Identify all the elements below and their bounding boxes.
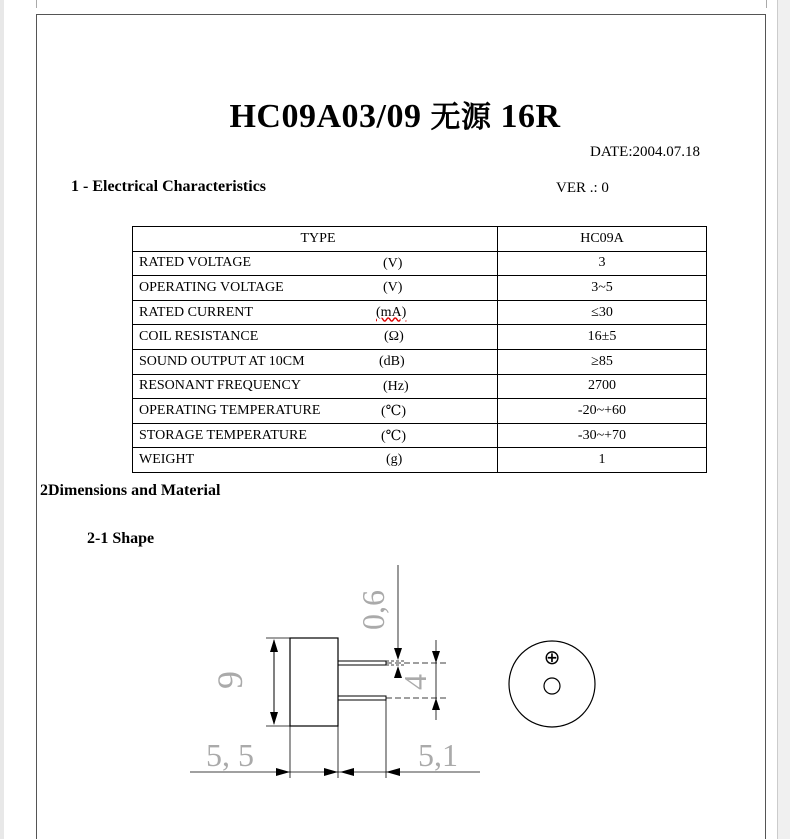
param-value: ≥85: [498, 349, 707, 374]
table-row: [133, 448, 707, 473]
table-row: [133, 374, 707, 399]
dim-body-length-label: 5, 5: [206, 737, 254, 773]
param-unit: (Hz): [383, 378, 409, 394]
title-latin: HC09A03/09: [229, 98, 422, 135]
title-suffix: 16R: [500, 98, 561, 135]
param-unit: (g): [386, 452, 403, 468]
dim-height-label: 9: [210, 671, 250, 689]
section-2-1-heading: 2-1 Shape: [87, 530, 155, 547]
param-unit: (V): [383, 255, 403, 271]
dim-arrow: [394, 648, 402, 660]
table-row: [133, 349, 707, 374]
table-row: [133, 300, 707, 325]
param-name: OPERATING TEMPERATURE: [139, 402, 321, 418]
page-margin-left: [36, 14, 37, 839]
dim-arrow: [386, 768, 400, 776]
param-name: STORAGE TEMPERATURE: [139, 427, 307, 443]
crop-mark: [766, 0, 767, 8]
dim-pin-width-label: 0,6: [355, 590, 391, 630]
buzzer-pin-lower: [338, 696, 386, 700]
param-value: -20~+60: [498, 399, 707, 424]
pin-hole-negative: [544, 678, 560, 694]
param-value: -30~+70: [498, 423, 707, 448]
param-unit: (℃): [381, 428, 406, 444]
param-name: RATED VOLTAGE: [139, 255, 252, 271]
dim-arrow: [276, 768, 290, 776]
param-name: OPERATING VOLTAGE: [139, 279, 284, 295]
param-value: 16±5: [498, 325, 707, 350]
dim-arrow: [324, 768, 338, 776]
param-unit: (V): [383, 280, 403, 296]
param-value: ≤30: [498, 300, 707, 325]
page-margin-top: [36, 14, 766, 15]
table-row: [133, 276, 707, 301]
param-unit: (mA): [376, 304, 407, 320]
param-name: COIL RESISTANCE: [139, 329, 259, 345]
crop-mark: [36, 0, 37, 8]
dim-spacing-label: 4: [397, 674, 433, 690]
document-title: [0, 92, 790, 136]
buzzer-pin-upper: [338, 661, 386, 665]
version-label: VER .: 0: [556, 180, 609, 196]
param-value: 3: [498, 251, 707, 276]
document-date: DATE:2004.07.18: [590, 144, 700, 160]
type-header: TYPE: [133, 227, 498, 252]
param-unit: (℃): [381, 404, 406, 420]
dim-arrow: [340, 768, 354, 776]
param-unit: (dB): [379, 353, 405, 369]
model-header: HC09A: [498, 227, 707, 252]
table-row: [133, 251, 707, 276]
title-cn: 无源: [430, 100, 492, 135]
param-value: 1: [498, 448, 707, 473]
param-value: 2700: [498, 374, 707, 399]
table-header-row: [133, 227, 707, 252]
dim-arrow: [432, 698, 440, 710]
polarity-positive-icon: ⊕: [543, 645, 561, 669]
table-row: [133, 423, 707, 448]
page-margin-right: [765, 14, 766, 839]
param-name: SOUND OUTPUT AT 10CM: [139, 353, 305, 369]
table-row: [133, 399, 707, 424]
param-value: 3~5: [498, 276, 707, 301]
dim-arrow: [270, 712, 278, 725]
dim-arrow: [432, 651, 440, 663]
param-name: RATED CURRENT: [139, 304, 253, 320]
param-name: RESONANT FREQUENCY: [139, 378, 301, 394]
buzzer-shape-drawing: [180, 560, 620, 780]
table-row: [133, 325, 707, 350]
section-1-heading: 1 - Electrical Characteristics: [71, 178, 267, 195]
buzzer-body-side: [290, 638, 338, 726]
dim-pin-length-label: 5,1: [418, 737, 458, 773]
section-2-heading: 2Dimensions and Material: [40, 482, 221, 499]
electrical-spec-table: [132, 226, 707, 473]
dim-arrow: [270, 639, 278, 652]
param-unit: (Ω): [384, 329, 404, 345]
param-name: WEIGHT: [139, 452, 195, 468]
